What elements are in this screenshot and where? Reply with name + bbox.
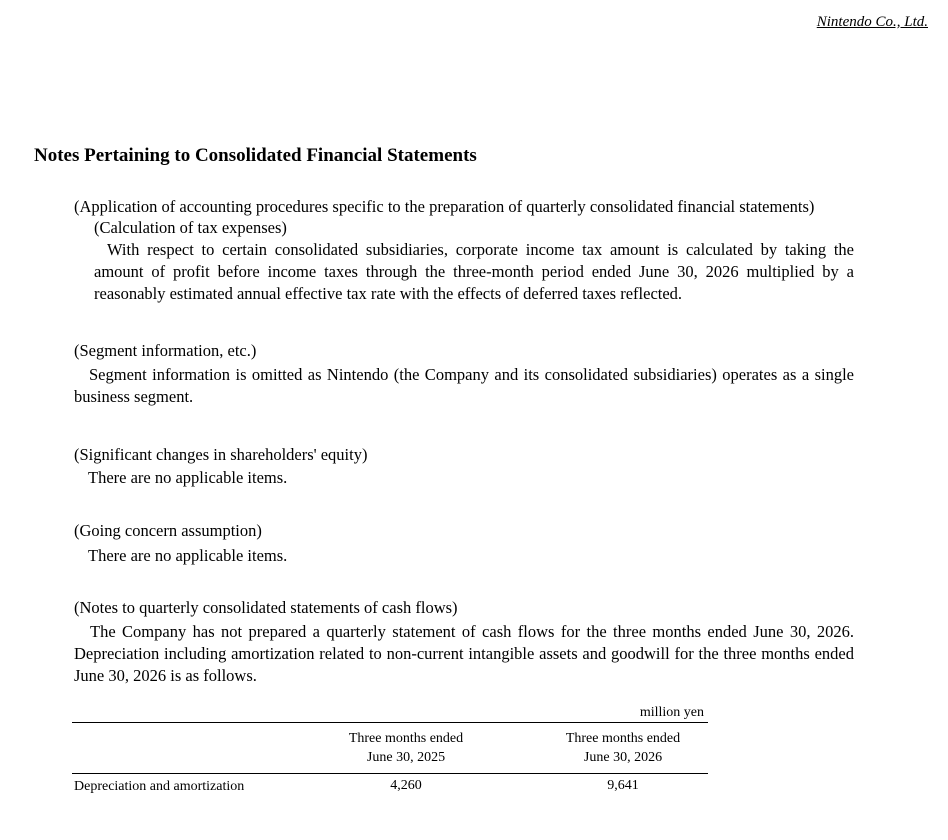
section-body-segment: Segment information is omitted as Nintendo (the Company and its consolidated subsidiaries) operates as a single business segment. — [74, 365, 854, 406]
section-body-tax: With respect to certain consolidated subsidiaries, corporate income tax amount is calculated by taking the amount of profit before income taxes through the three-month period ended June 30, 2026 multiplied by a reasonably estimated annual effective tax rate with the effects of deferred taxes reflected. — [94, 240, 854, 303]
company-name: Nintendo Co., Ltd. — [816, 14, 928, 30]
cell-depreciation-2025: 4,260 — [390, 778, 422, 793]
section-heading-going-concern: (Going concern assumption) — [74, 521, 262, 540]
table-unit: million yen — [639, 705, 704, 720]
row-label-depreciation: Depreciation and amortization — [74, 779, 245, 794]
column-header-line: Three months ended — [565, 731, 681, 746]
column-header-line: June 30, 2025 — [366, 750, 446, 765]
column-header-2025 — [331, 729, 481, 767]
section-subheading-tax: (Calculation of tax expenses) — [94, 218, 287, 237]
table-header-rule — [72, 773, 708, 774]
section-body-equity: There are no applicable items. — [88, 468, 288, 487]
table-top-rule — [72, 722, 708, 723]
section-heading-cash-flows: (Notes to quarterly consolidated statements of cash flows) — [74, 598, 458, 617]
column-header-2026 — [548, 729, 698, 767]
section-heading-equity: (Significant changes in shareholders' equity) — [74, 445, 368, 464]
section-body-cash-flows: The Company has not prepared a quarterly statement of cash flows for the three months ended June 30, 2026. Depreciation including amortization related to non-current intangible assets and goodwill for the three months ended June 30, 2026 is as follows. — [74, 622, 854, 685]
cell-depreciation-2026: 9,641 — [607, 778, 639, 793]
section-heading-tax: (Application of accounting procedures specific to the preparation of quarterly consolidated financial statements) — [74, 197, 815, 216]
section-heading-segment: (Segment information, etc.) — [74, 341, 257, 360]
section-body-going-concern: There are no applicable items. — [88, 546, 288, 565]
column-header-line: June 30, 2026 — [583, 750, 663, 765]
column-header-line: Three months ended — [348, 731, 464, 746]
page-title: Notes Pertaining to Consolidated Financial Statements — [34, 145, 477, 166]
